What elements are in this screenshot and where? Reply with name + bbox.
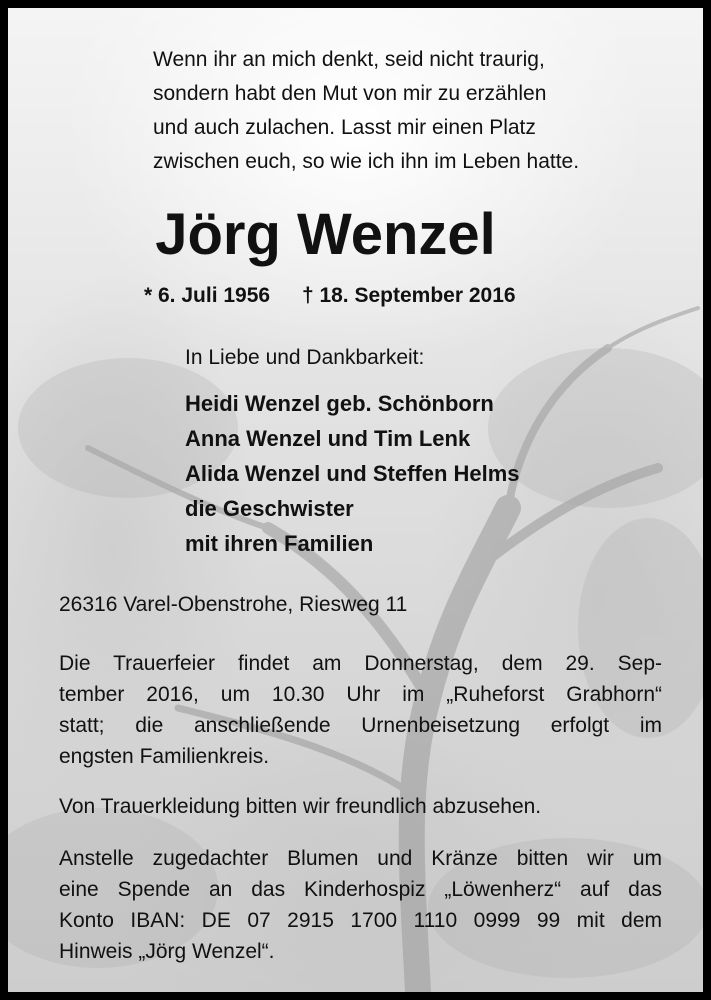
funeral-line: engsten Familienkreis. — [59, 745, 270, 768]
poem-line: Wenn ihr an mich denkt, seid nicht traurig, — [153, 48, 545, 71]
donation-line: Konto IBAN: DE 07 2915 1700 1110 0999 99 mit dem — [59, 909, 662, 932]
family-member: mit ihren Familien — [185, 531, 374, 556]
family-list — [185, 386, 520, 561]
funeral-line: Die Trauerfeier findet am Donnerstag, dem 29. Sep- — [59, 652, 662, 675]
family-member: Anna Wenzel und Tim Lenk — [185, 426, 471, 451]
donation-info — [59, 843, 662, 967]
mourning-note-text: Von Trauerkleidung bitten wir freundlich abzusehen. — [59, 795, 542, 818]
poem — [153, 43, 579, 179]
funeral-line: statt; die anschließende Urnenbeisetzung erfolgt im — [59, 714, 662, 737]
family-member: die Geschwister — [185, 496, 354, 521]
donation-line: eine Spende an das Kinderhospiz „Löwenherz“ auf das — [59, 878, 662, 901]
address: 26316 Varel-Obenstrohe, Riesweg 11 — [59, 593, 408, 616]
funeral-info — [59, 648, 662, 772]
family-member: Alida Wenzel und Steffen Helms — [185, 461, 520, 486]
thanks-heading: In Liebe und Dankbarkeit: — [185, 346, 425, 369]
donation-line: Anstelle zugedachter Blumen und Kränze bitten wir um — [59, 847, 662, 870]
mourning-note — [59, 791, 662, 822]
poem-line: zwischen euch, so wie ich ihn im Leben hatte. — [153, 150, 580, 173]
poem-line: sondern habt den Mut von mir zu erzählen — [153, 82, 547, 105]
life-dates — [144, 284, 516, 308]
poem-line: und auch zulachen. Lasst mir einen Platz — [153, 116, 536, 139]
family-member: Heidi Wenzel geb. Schönborn — [185, 391, 494, 416]
deceased-name: Jörg Wenzel — [155, 202, 496, 267]
death-date: † 18. September 2016 — [301, 284, 516, 307]
funeral-line: tember 2016, um 10.30 Uhr im „Ruheforst Grabhorn“ — [59, 683, 662, 706]
birth-date: * 6. Juli 1956 — [144, 284, 271, 307]
donation-line: Hinweis „Jörg Wenzel“. — [59, 940, 275, 963]
